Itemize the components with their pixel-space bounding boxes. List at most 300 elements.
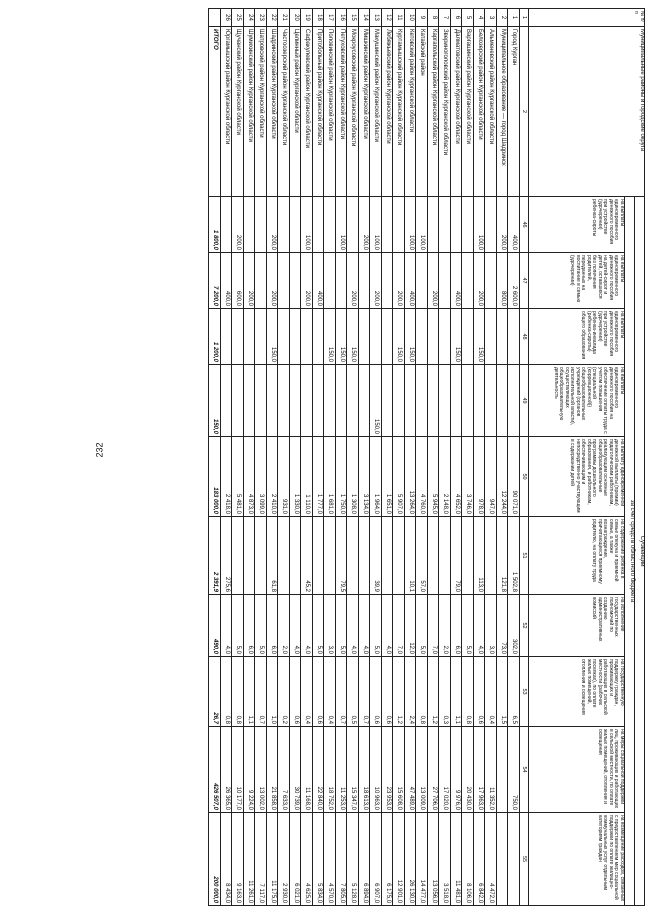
row-value: 200,0 bbox=[497, 197, 509, 253]
row-value: 1,0 bbox=[267, 657, 279, 727]
table-row bbox=[221, 9, 233, 906]
column-number: 50 bbox=[520, 437, 529, 517]
row-municipality: Город Курган bbox=[508, 27, 520, 197]
row-value bbox=[290, 253, 302, 309]
row-value: 0,7 bbox=[336, 657, 348, 727]
row-value: 200,0 bbox=[232, 197, 244, 253]
row-value bbox=[428, 197, 440, 253]
row-number: 11 bbox=[393, 9, 405, 27]
row-municipality: Далматовский район Курганской области bbox=[451, 27, 463, 197]
row-value: 0,5 bbox=[347, 657, 359, 727]
row-value: 1 750,0 bbox=[336, 437, 348, 517]
row-value bbox=[439, 365, 451, 437]
row-value bbox=[359, 365, 371, 437]
row-value: 200,0 bbox=[428, 253, 440, 309]
table-row bbox=[359, 9, 371, 906]
row-value: 90 071,0 bbox=[508, 437, 520, 517]
row-value: 4,0 bbox=[382, 595, 394, 657]
row-municipality: Макушинский район Курганской области bbox=[370, 27, 382, 197]
row-number: 20 bbox=[290, 9, 302, 27]
row-value bbox=[451, 365, 463, 437]
row-value: 121,8 bbox=[497, 517, 509, 595]
row-number: 6 bbox=[451, 9, 463, 27]
row-value: 11 352,0 bbox=[485, 727, 497, 813]
row-value: 0,3 bbox=[439, 657, 451, 727]
column-number: 48 bbox=[520, 309, 529, 365]
row-value: 0,6 bbox=[370, 657, 382, 727]
row-value: 0,6 bbox=[290, 657, 302, 727]
header-col-53: на государственную поддержку граждан, проживающих и работающих в сельской местности (рабочих поселках), по оплате жилых помещений, отопления и освещения bbox=[529, 657, 625, 727]
row-value: 6,0 bbox=[244, 595, 256, 657]
row-value: 6,0 bbox=[451, 595, 463, 657]
row-value: 26 130,0 bbox=[405, 813, 417, 906]
row-value: 30 739,0 bbox=[290, 727, 302, 813]
row-value bbox=[232, 365, 244, 437]
row-number: 5 bbox=[462, 9, 474, 27]
total-value: 426 507,0 bbox=[209, 727, 221, 813]
row-municipality: Куртамышский район Курганской области bbox=[393, 27, 405, 197]
row-value bbox=[255, 517, 267, 595]
row-value: 10 177,0 bbox=[232, 727, 244, 813]
row-value: 302,0 bbox=[508, 595, 520, 657]
row-value bbox=[508, 309, 520, 365]
column-number: 47 bbox=[520, 253, 529, 309]
row-value bbox=[347, 197, 359, 253]
row-value: 4 760,0 bbox=[416, 437, 428, 517]
total-value: 150,0 bbox=[209, 365, 221, 437]
row-value: 1,1 bbox=[451, 657, 463, 727]
row-value: 2,0 bbox=[439, 595, 451, 657]
row-value bbox=[336, 365, 348, 437]
row-value bbox=[255, 309, 267, 365]
total-value: 200 000,0 bbox=[209, 813, 221, 906]
row-value: 0,2 bbox=[278, 657, 290, 727]
row-value bbox=[474, 365, 486, 437]
row-value bbox=[497, 365, 509, 437]
column-number: 2 bbox=[520, 27, 529, 197]
row-value bbox=[232, 517, 244, 595]
row-value: 275,6 bbox=[221, 517, 233, 595]
table-row bbox=[474, 9, 486, 906]
header-col-49: на выплаты единовременного денежного пособия на обеспечение оплаты труда с учетом повышения (специальной (коррекционной)) общеобразовательных учреждений (органов исполнительной власти), осуществляющих общеобразовательную деятельность bbox=[529, 365, 625, 437]
row-value bbox=[508, 365, 520, 437]
row-value: 400,0 bbox=[221, 253, 233, 309]
row-value bbox=[313, 517, 325, 595]
row-number: 26 bbox=[221, 9, 233, 27]
header-col-52: на исполнение государственных полномочий по созданию административных комиссий bbox=[529, 595, 625, 657]
row-value bbox=[255, 253, 267, 309]
row-number: 8 bbox=[428, 9, 440, 27]
row-municipality: Сафакулевский район Курганской области bbox=[301, 27, 313, 197]
row-value bbox=[278, 517, 290, 595]
row-value: 931,0 bbox=[278, 437, 290, 517]
row-municipality: Притобольный район Курганской области bbox=[313, 27, 325, 197]
row-value: 5,0 bbox=[462, 595, 474, 657]
table-row bbox=[232, 9, 244, 906]
row-value bbox=[290, 517, 302, 595]
row-value bbox=[336, 253, 348, 309]
row-municipality: Альменевский район Курганской области bbox=[485, 27, 497, 197]
table-row bbox=[428, 9, 440, 906]
row-value: 5,0 bbox=[232, 595, 244, 657]
row-value: 21 858,0 bbox=[267, 727, 279, 813]
row-value: 400,0 bbox=[508, 197, 520, 253]
total-value: 2 391,9 bbox=[209, 517, 221, 595]
row-value: 4 652,0 bbox=[451, 437, 463, 517]
row-value: 200,0 bbox=[474, 253, 486, 309]
row-value bbox=[428, 365, 440, 437]
row-value: 11 261,0 bbox=[244, 813, 256, 906]
column-number: 1 bbox=[520, 9, 529, 27]
row-value bbox=[232, 309, 244, 365]
row-value: 1,5 bbox=[497, 657, 509, 727]
row-value: 47 489,0 bbox=[405, 727, 417, 813]
table-row bbox=[347, 9, 359, 906]
row-value: 4,0 bbox=[359, 595, 371, 657]
table-row bbox=[416, 9, 428, 906]
row-value: 200,0 bbox=[359, 197, 371, 253]
row-value bbox=[347, 365, 359, 437]
row-value bbox=[278, 309, 290, 365]
row-value: 57,0 bbox=[416, 517, 428, 595]
row-value bbox=[290, 309, 302, 365]
row-value bbox=[485, 517, 497, 595]
row-value: 12,0 bbox=[405, 595, 417, 657]
row-value bbox=[290, 197, 302, 253]
row-value: 200,0 bbox=[267, 253, 279, 309]
row-value: 0,7 bbox=[255, 657, 267, 727]
page-number: 232 bbox=[95, 442, 105, 457]
row-value: 61,8 bbox=[267, 517, 279, 595]
row-value bbox=[405, 365, 417, 437]
table-row bbox=[324, 9, 336, 906]
row-value: 947,0 bbox=[485, 437, 497, 517]
row-value bbox=[416, 253, 428, 309]
column-number: 49 bbox=[520, 365, 529, 437]
row-value: 1 308,0 bbox=[347, 437, 359, 517]
row-value: 1 502,8 bbox=[508, 517, 520, 595]
row-municipality: Половинский район Курганской области bbox=[324, 27, 336, 197]
row-value: 8 434,0 bbox=[221, 813, 233, 906]
total-value: 1 800,0 bbox=[209, 197, 221, 253]
row-value: 150,0 bbox=[474, 309, 486, 365]
row-value bbox=[324, 253, 336, 309]
row-value: 100,0 bbox=[416, 197, 428, 253]
row-value: 6 021,0 bbox=[290, 813, 302, 906]
row-value: 2 930,0 bbox=[278, 813, 290, 906]
row-value: 79,0 bbox=[451, 517, 463, 595]
row-value: 15 608,0 bbox=[393, 727, 405, 813]
row-number: 2 bbox=[497, 9, 509, 27]
row-value bbox=[439, 197, 451, 253]
row-value bbox=[497, 813, 509, 906]
row-value: 5,0 bbox=[416, 595, 428, 657]
row-value: 8 106,0 bbox=[462, 813, 474, 906]
row-number: 13 bbox=[370, 9, 382, 27]
row-value bbox=[324, 517, 336, 595]
row-value: 0,4 bbox=[485, 657, 497, 727]
row-value: 200,0 bbox=[393, 253, 405, 309]
row-number: 4 bbox=[474, 9, 486, 27]
row-value bbox=[244, 517, 256, 595]
row-value: 150,0 bbox=[405, 309, 417, 365]
row-value: 150,0 bbox=[324, 309, 336, 365]
row-value: 150,0 bbox=[347, 309, 359, 365]
row-value: 750,0 bbox=[508, 727, 520, 813]
row-value: 100,0 bbox=[301, 197, 313, 253]
row-value bbox=[439, 517, 451, 595]
row-value: 7 633,0 bbox=[278, 727, 290, 813]
row-value bbox=[439, 253, 451, 309]
row-municipality: Целинный район Курганской области bbox=[290, 27, 302, 197]
row-value: 4 873,0 bbox=[244, 437, 256, 517]
total-value: 183 000,0 bbox=[209, 437, 221, 517]
header-col-54: на меры социальной поддержки лиц, проживающих и работающих в сельской местности, по оплате жилых помещений, отопления и освещения bbox=[529, 727, 625, 813]
row-value bbox=[382, 253, 394, 309]
row-value: 4,0 bbox=[474, 595, 486, 657]
row-value: 12 901,0 bbox=[393, 813, 405, 906]
row-number: 21 bbox=[278, 9, 290, 27]
row-value: 1 777,0 bbox=[313, 437, 325, 517]
row-value: 12 244,0 bbox=[497, 437, 509, 517]
row-value bbox=[278, 253, 290, 309]
table-row bbox=[485, 9, 497, 906]
row-value: 100,0 bbox=[474, 197, 486, 253]
row-value bbox=[278, 365, 290, 437]
row-value: 14 477,0 bbox=[416, 813, 428, 906]
table-row bbox=[405, 9, 417, 906]
row-value: 4,0 bbox=[290, 595, 302, 657]
table-row bbox=[508, 9, 520, 906]
row-value bbox=[497, 727, 509, 813]
table-row bbox=[244, 9, 256, 906]
row-municipality: Шатровский район Курганской области bbox=[255, 27, 267, 197]
table-row bbox=[462, 9, 474, 906]
row-value bbox=[324, 197, 336, 253]
row-value: 5 945,0 bbox=[428, 437, 440, 517]
row-value: 2 418,0 bbox=[221, 437, 233, 517]
row-value: 0,6 bbox=[382, 657, 394, 727]
row-number: 22 bbox=[267, 9, 279, 27]
row-value bbox=[347, 517, 359, 595]
row-value: 9 224,0 bbox=[244, 727, 256, 813]
row-value bbox=[267, 365, 279, 437]
row-value bbox=[393, 365, 405, 437]
row-value bbox=[359, 309, 371, 365]
column-number: 55 bbox=[520, 813, 529, 906]
row-value: 0,4 bbox=[301, 657, 313, 727]
row-number: 18 bbox=[313, 9, 325, 27]
row-number: 19 bbox=[301, 9, 313, 27]
row-value: 17 963,0 bbox=[474, 727, 486, 813]
row-value: 9 163,0 bbox=[232, 813, 244, 906]
row-value: 11 168,0 bbox=[301, 727, 313, 813]
row-value: 400,0 bbox=[451, 253, 463, 309]
row-value: 200,0 bbox=[267, 197, 279, 253]
row-value: 6 175,0 bbox=[382, 813, 394, 906]
row-value: 400,0 bbox=[313, 253, 325, 309]
row-value bbox=[370, 309, 382, 365]
row-value bbox=[485, 197, 497, 253]
row-value bbox=[244, 365, 256, 437]
row-value: 150,0 bbox=[393, 309, 405, 365]
row-value bbox=[221, 197, 233, 253]
row-municipality: Щучанский район Курганской области bbox=[232, 27, 244, 197]
row-value: 3,0 bbox=[485, 595, 497, 657]
row-value: 100,0 bbox=[336, 197, 348, 253]
row-value: 1 651,0 bbox=[382, 437, 394, 517]
row-value bbox=[462, 365, 474, 437]
table-row bbox=[290, 9, 302, 906]
column-number-row bbox=[520, 9, 529, 906]
total-value: 26,7 bbox=[209, 657, 221, 727]
row-value: 5,0 bbox=[313, 595, 325, 657]
row-value: 1 110,0 bbox=[301, 437, 313, 517]
row-value bbox=[416, 365, 428, 437]
table-row bbox=[393, 9, 405, 906]
row-value bbox=[451, 197, 463, 253]
row-value: 5,0 bbox=[336, 595, 348, 657]
table-row bbox=[439, 9, 451, 906]
row-municipality: Белозерский район Курганской области bbox=[474, 27, 486, 197]
row-number: 14 bbox=[359, 9, 371, 27]
row-value: 10,1 bbox=[405, 517, 417, 595]
row-value bbox=[393, 517, 405, 595]
row-value: 2,4 bbox=[405, 657, 417, 727]
row-value: 4,0 bbox=[221, 595, 233, 657]
row-value: 11 481,0 bbox=[451, 813, 463, 906]
total-row bbox=[209, 9, 221, 906]
row-municipality: Юргамышский район Курганской области bbox=[221, 27, 233, 197]
total-label: ИТОГО bbox=[209, 27, 221, 197]
table-row bbox=[451, 9, 463, 906]
row-value bbox=[485, 365, 497, 437]
row-value: 3,0 bbox=[324, 595, 336, 657]
row-value bbox=[221, 309, 233, 365]
row-value: 20 430,0 bbox=[462, 727, 474, 813]
row-value: 0,6 bbox=[474, 657, 486, 727]
row-value: 6,5 bbox=[508, 657, 520, 727]
row-value: 400,0 bbox=[405, 253, 417, 309]
header-col-51: на содержание ребенка в семье опекуна и приемной семье, а также вознаграждение, причитающееся приемному родителю, на оплату труда bbox=[529, 517, 625, 595]
row-value: 17 020,0 bbox=[439, 727, 451, 813]
row-value bbox=[497, 309, 509, 365]
row-value bbox=[382, 365, 394, 437]
row-value: 7,0 bbox=[428, 595, 440, 657]
row-value bbox=[255, 197, 267, 253]
row-value: 1 964,0 bbox=[370, 437, 382, 517]
row-value bbox=[485, 309, 497, 365]
row-municipality: Звериноголовский район Курганской области bbox=[439, 27, 451, 197]
row-value bbox=[244, 197, 256, 253]
column-number: 52 bbox=[520, 595, 529, 657]
row-value: 2,0 bbox=[278, 595, 290, 657]
row-value: 11 175,0 bbox=[267, 813, 279, 906]
row-value bbox=[359, 517, 371, 595]
row-value: 0,8 bbox=[221, 657, 233, 727]
header-col-47: на выплаты единовременного денежного пособия на детей-сирот и детей, оставшихся без попечения родителей, переданных на воспитание в семью (удочерении) bbox=[529, 253, 625, 309]
table-body bbox=[209, 9, 529, 906]
row-value bbox=[382, 197, 394, 253]
row-value bbox=[324, 365, 336, 437]
row-value: 7,0 bbox=[393, 595, 405, 657]
row-number: 7 bbox=[439, 9, 451, 27]
row-number: 3 bbox=[485, 9, 497, 27]
row-value: 2 410,0 bbox=[267, 437, 279, 517]
row-value: 100,0 bbox=[405, 197, 417, 253]
row-municipality: Катайский район bbox=[416, 27, 428, 197]
row-value: 4,0 bbox=[347, 595, 359, 657]
row-value: 5,0 bbox=[255, 595, 267, 657]
row-value: 13 056,0 bbox=[428, 813, 440, 906]
column-number: 54 bbox=[520, 727, 529, 813]
row-municipality: Петуховский район Курганской области bbox=[336, 27, 348, 197]
row-value: 3 746,0 bbox=[462, 437, 474, 517]
header-col-name: Муниципальные районы и городские округа bbox=[529, 27, 645, 197]
row-value: 200,0 bbox=[244, 253, 256, 309]
row-value: 150,0 bbox=[451, 309, 463, 365]
column-number: 51 bbox=[520, 517, 529, 595]
row-value: 5,0 bbox=[370, 595, 382, 657]
row-number: 1 bbox=[508, 9, 520, 27]
table-row bbox=[301, 9, 313, 906]
row-number: 10 bbox=[405, 9, 417, 27]
row-number: 25 bbox=[232, 9, 244, 27]
header-col-no: № п/п bbox=[529, 9, 645, 27]
row-number: 16 bbox=[336, 9, 348, 27]
row-value bbox=[462, 517, 474, 595]
header-col-48: на выплаты единовременного денежного пособия при устройстве (удочерении) ребенка-инвалида (ребенка-сироты) общего образования bbox=[529, 309, 625, 365]
row-value: 100,0 bbox=[370, 197, 382, 253]
table-row bbox=[497, 9, 509, 906]
header-col-46: на выплаты единовременного денежного пособия при устройстве (удочерении) ребенка-сироты bbox=[529, 197, 625, 253]
row-value: 0,4 bbox=[324, 657, 336, 727]
row-value bbox=[416, 309, 428, 365]
row-value bbox=[244, 309, 256, 365]
row-municipality: Мишкинский район Курганской области bbox=[359, 27, 371, 197]
subvention-table bbox=[209, 8, 645, 906]
row-value bbox=[382, 517, 394, 595]
row-value: 7 805,0 bbox=[336, 813, 348, 906]
row-value: 3 099,0 bbox=[255, 437, 267, 517]
row-value: 2 148,0 bbox=[439, 437, 451, 517]
table-row bbox=[255, 9, 267, 906]
row-value: 11 253,0 bbox=[336, 727, 348, 813]
row-value: 18 613,0 bbox=[359, 727, 371, 813]
row-municipality: Муниципальное образование — город Шадринск bbox=[497, 27, 509, 197]
header-oblast-budget: за счет средств областного бюджета bbox=[625, 197, 635, 906]
row-value: 45,2 bbox=[301, 517, 313, 595]
row-number: 9 bbox=[416, 9, 428, 27]
row-value: 27 706,0 bbox=[428, 727, 440, 813]
total-value: 490,0 bbox=[209, 595, 221, 657]
row-value bbox=[462, 253, 474, 309]
row-number: 24 bbox=[244, 9, 256, 27]
row-value: 26 365,0 bbox=[221, 727, 233, 813]
row-number: 17 bbox=[324, 9, 336, 27]
row-municipality: Шумихинский район Курганской области bbox=[244, 27, 256, 197]
row-value: 23 953,0 bbox=[382, 727, 394, 813]
row-municipality: Шадринский район Курганской области bbox=[267, 27, 279, 197]
row-value bbox=[278, 197, 290, 253]
row-value: 1,2 bbox=[428, 657, 440, 727]
row-value: 6,0 bbox=[267, 595, 279, 657]
row-value: 15 347,0 bbox=[347, 727, 359, 813]
column-number: 46 bbox=[520, 197, 529, 253]
row-value: 5 128,0 bbox=[347, 813, 359, 906]
row-value: 79,5 bbox=[336, 517, 348, 595]
table-row bbox=[370, 9, 382, 906]
